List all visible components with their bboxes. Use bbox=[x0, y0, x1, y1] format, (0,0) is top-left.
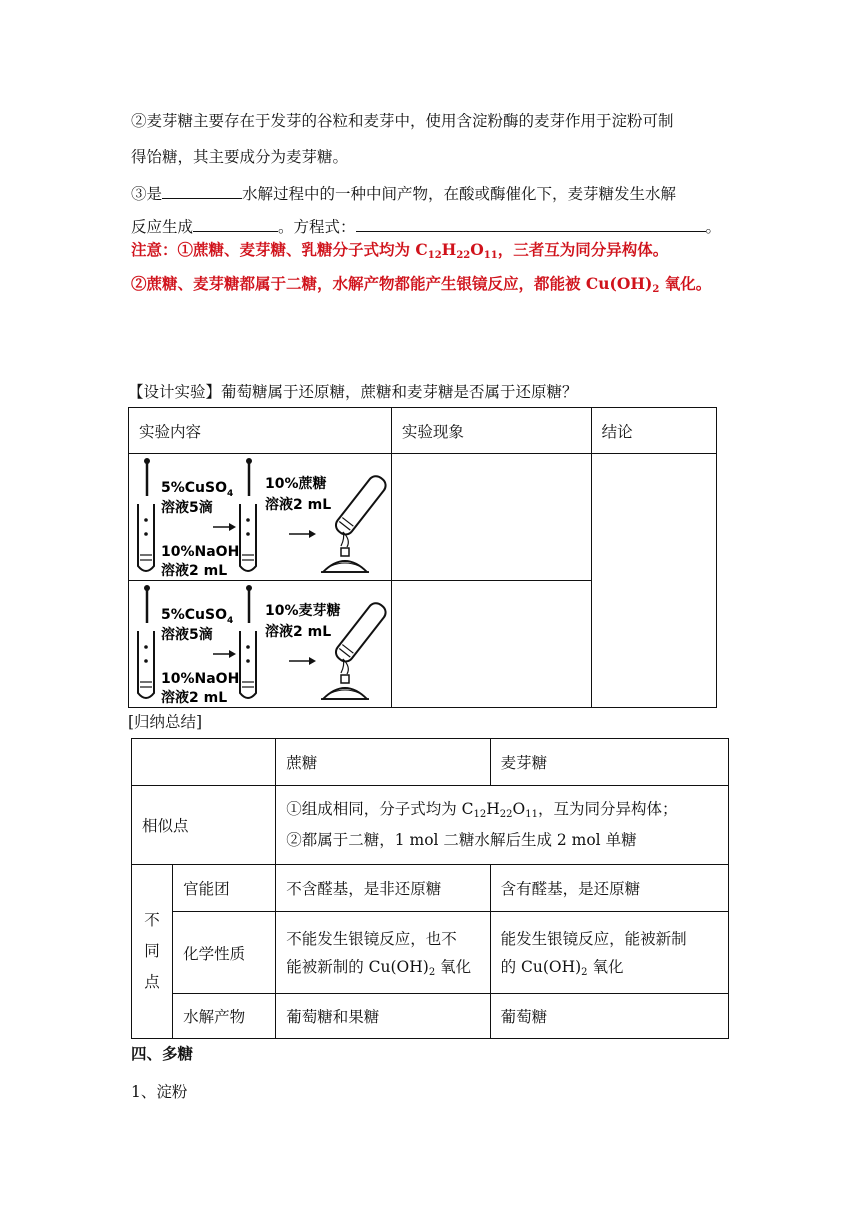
paragraph-maltose-source bbox=[131, 111, 674, 131]
similar-content bbox=[276, 786, 729, 865]
text-fragment: 氧化。 bbox=[659, 274, 712, 293]
header-phenomenon: 实验现象 bbox=[391, 408, 591, 454]
row-label-chemical-property: 化学性质 bbox=[173, 912, 276, 994]
note-label: 注意： bbox=[131, 240, 178, 259]
text-line: 不能发生银镜反应，也不 bbox=[286, 929, 457, 948]
conclusion-cell[interactable] bbox=[591, 454, 716, 708]
sucrose-functional-group: 不含醛基，是非还原糖 bbox=[276, 865, 490, 912]
row-label-similar: 相似点 bbox=[132, 786, 276, 865]
section-item-starch bbox=[131, 1082, 187, 1102]
text-line: 能发生银镜反应，能被新制 bbox=[500, 929, 687, 948]
text-line: 的 $Cu(OH)_2$ 氧化 bbox=[500, 957, 624, 978]
paragraph-maltose-source-cont bbox=[131, 147, 348, 167]
col-header-maltose: 麦芽糖 bbox=[490, 739, 728, 786]
text-fragment: 反应生成 bbox=[131, 218, 194, 236]
text-fragment: 。 bbox=[705, 218, 722, 236]
phenomenon-cell-sucrose[interactable] bbox=[391, 454, 591, 581]
apparatus-sucrose-cell bbox=[129, 454, 392, 581]
corner-cell bbox=[132, 739, 276, 786]
svg-text:10%麦芽糖: 10%麦芽糖 bbox=[265, 603, 341, 619]
subscript: 11 bbox=[483, 250, 498, 261]
similar-line-1: ①组成相同，分子式均为 $C_{12}H_{22}O_{11}$，互为同分异构体； bbox=[286, 800, 678, 820]
apparatus-maltose-diagram bbox=[129, 581, 387, 707]
svg-text:溶液2 mL: 溶液2 mL bbox=[161, 690, 228, 706]
sucrose-hydrolysis-product: 葡萄糖和果糖 bbox=[276, 994, 490, 1039]
maltose-functional-group: 含有醛基，是还原糖 bbox=[490, 865, 728, 912]
text-fragment: O bbox=[470, 240, 484, 259]
svg-text:溶液2 mL: 溶液2 mL bbox=[265, 624, 332, 640]
text-fragment: 。方程式： bbox=[278, 218, 356, 236]
summary-heading bbox=[128, 712, 202, 732]
heading-text: 【设计实验】葡萄糖属于还原糖，蔗糖和麦芽糖是否属于还原糖？ bbox=[128, 383, 578, 401]
row-label-hydrolysis-product: 水解产物 bbox=[173, 994, 276, 1039]
note-disaccharides bbox=[131, 274, 711, 294]
section-title-text: 四、多糖 bbox=[131, 1045, 194, 1063]
svg-text:溶液2 mL: 溶液2 mL bbox=[265, 497, 332, 513]
header-conclusion: 结论 bbox=[591, 408, 716, 454]
fill-blank-equation[interactable] bbox=[356, 216, 706, 232]
maltose-chemical-property bbox=[490, 912, 728, 994]
paragraph-hydrolysis-cont bbox=[131, 216, 721, 237]
paragraph-hydrolysis bbox=[131, 183, 676, 204]
text-fragment: H bbox=[441, 240, 457, 259]
col-header-sucrose: 蔗糖 bbox=[276, 739, 490, 786]
svg-text:溶液5滴: 溶液5滴 bbox=[161, 500, 213, 516]
text-fragment: ，三者互为同分异构体。 bbox=[497, 240, 669, 259]
subscript: 2 bbox=[652, 284, 660, 295]
item-text: 1、淀粉 bbox=[131, 1083, 188, 1101]
text-fragment: ③是 bbox=[131, 185, 163, 203]
sucrose-chemical-property bbox=[276, 912, 490, 994]
vertical-char: 同 bbox=[144, 942, 160, 960]
row-label-functional-group: 官能团 bbox=[173, 865, 276, 912]
note-isomers bbox=[131, 240, 668, 260]
similar-line-2: ②都属于二糖，1 mol 二糖水解后生成 2 mol 单糖 bbox=[286, 831, 637, 849]
svg-text:10%蔗糖: 10%蔗糖 bbox=[265, 476, 327, 492]
fill-blank-2[interactable] bbox=[193, 216, 278, 232]
svg-text:5%CuSO4: 5%CuSO$_4$ bbox=[161, 480, 234, 499]
apparatus-maltose-cell bbox=[129, 581, 392, 708]
heading-text: [归纳总结] bbox=[128, 713, 203, 731]
row-label-different bbox=[132, 865, 173, 1039]
apparatus-sucrose-diagram bbox=[129, 454, 387, 580]
experiment-table bbox=[128, 407, 717, 708]
svg-text:10%NaOH: 10%NaOH bbox=[161, 671, 240, 687]
section-title-polysaccharides bbox=[131, 1044, 193, 1064]
svg-text:5%CuSO4: 5%CuSO$_4$ bbox=[161, 607, 234, 626]
svg-text:溶液2 mL: 溶液2 mL bbox=[161, 563, 228, 579]
text-line: 得饴糖，其主要成分为麦芽糖。 bbox=[131, 148, 349, 166]
text-fragment: 水解过程中的一种中间产物，在酸或酶催化下，麦芽糖发生水解 bbox=[242, 185, 677, 203]
svg-text:10%NaOH: 10%NaOH bbox=[161, 544, 240, 560]
experiment-heading bbox=[128, 382, 578, 402]
text-line: ②麦芽糖主要存在于发芽的谷粒和麦芽中，使用含淀粉酶的麦芽作用于淀粉可制 bbox=[131, 112, 674, 130]
svg-text:溶液5滴: 溶液5滴 bbox=[161, 627, 213, 643]
fill-blank-1[interactable] bbox=[162, 183, 242, 199]
vertical-char: 点 bbox=[144, 973, 160, 991]
summary-table bbox=[131, 738, 729, 1039]
phenomenon-cell-maltose[interactable] bbox=[391, 581, 591, 708]
text-fragment: ①蔗糖、麦芽糖、乳糖分子式均为 C bbox=[177, 240, 428, 259]
subscript: 12 bbox=[427, 250, 442, 261]
text-fragment: ②蔗糖、麦芽糖都属于二糖，水解产物都能产生银镜反应，都能被 Cu(OH) bbox=[131, 274, 653, 293]
maltose-hydrolysis-product: 葡萄糖 bbox=[490, 994, 728, 1039]
subscript: 22 bbox=[456, 250, 471, 261]
vertical-char: 不 bbox=[144, 911, 160, 929]
text-line: 能被新制的 $Cu(OH)_2$ 氧化 bbox=[286, 957, 472, 978]
header-content: 实验内容 bbox=[129, 408, 392, 454]
